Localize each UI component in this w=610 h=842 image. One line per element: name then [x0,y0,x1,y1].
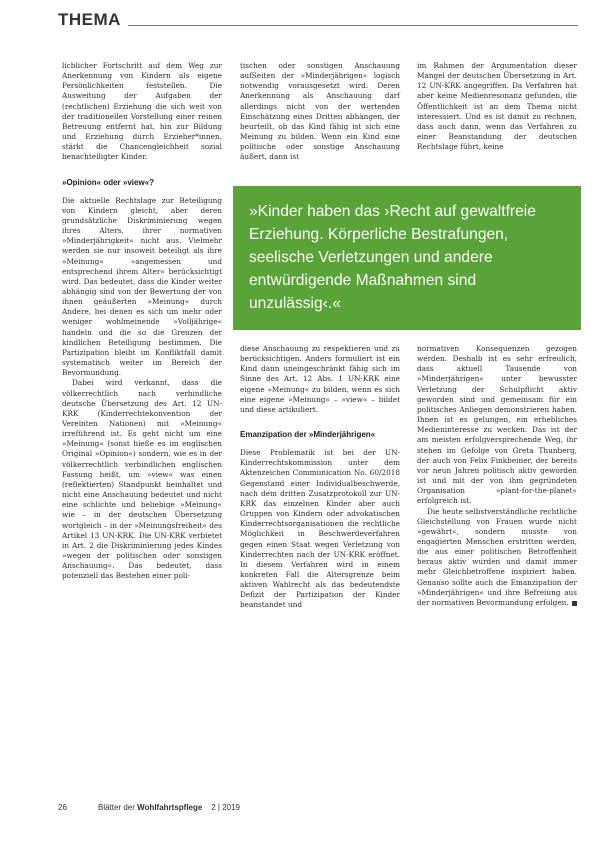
col3-bottom-paragraph-2 [417,507,577,609]
column-3-top [417,61,577,152]
column-3-bottom [417,344,577,608]
col1-top-paragraph: licblicher Fortschritt auf dem Weg zur Anerkennung von Kindern als eigene Persönlichkeiten feststellen. Die Ausweitung der Aufgaben der (rechtlichen) Erziehung die sich weit von der traditionellen Vorstellung einer reinen Betreuung entfernt hat, hin zur Bildung und Erziehung durch Erzieher*innen, stärkt die Chancengleichheit sozial benachteiligter Kinder. [62,61,222,162]
subheading-opinion-view: »Opinion« oder »view«? [62,177,155,187]
journal-prefix: Blätter der [98,803,138,812]
col3-top-paragraph: im Rahmen der Argumentation dieser Mangel der deutschen Übersetzung in Art. 12 UN-KRK angegriffen. Da Verfahren hat aber keine Medienresonanz gefunden, die Öffentlichkeit ist an dem Thema nicht interessiert. Und es ist damit zu rechnen, dass auch dann, wenn das Verfahren zu einer Beanstandung der deutschen Rechtslage führt, keine [417,61,577,152]
column-2-top [240,61,400,163]
col2-bottom-paragraph-1: diese Anschauung zu respektieren und zu berücksichtigen. Anders formuliert ist ein Kind dann uneingeschränkt fähig sich im Sinne des Art. 12 Abs. 1 UN-KRK eine eigene »Meinung« zu bilden, wenn es sich eine eigene »Meinung« – »view« – bildet und diese artikuliert. [240,344,400,414]
end-of-article-mark [572,601,577,606]
journal-bold-name: Wohlfahrtspflege [137,803,203,812]
pull-quote-box [233,186,581,330]
col1-paragraph-2: Dabei wird verkannt, dass die völkerrechtlich nach verbindliche deutsche Übersetzung des Art. 12 UN-KRK (Kinderrechtekonvention der Vereinten Nationen) mit »Meinung« irreführend ist. Es geht nicht um eine »Meinung« (sonst hieße es im englischen Original »Opinion«) sondern, wie es in der völkerrechtlich verbindlichen englischen Fassung heißt, um »view« was einen (reflektierten) Standpunkt beinhaltet und nicht eine Anschauung bedeutet und nicht eine schlichte und beliebige »Meinung« wie – in der deutschen Übersetzung wortgleich – in der »Meinungsfreiheit« des Artikel 13 UN-KRK. Die UN-KRK verbietet in Art. 2 die Diskriminierung jedes Kindes »wegen der politischen oder sonstigen Anschauung«. Das bedeutet, dass potenziell das Bestehen einer poli- [62,378,222,581]
header-rule [128,25,578,26]
column-1 [62,61,222,582]
col3-bottom-paragraph-1: normativen Konsequenzen gezogen werden. Deshalb ist es sehr erfreulich, dass aktuell Tausende von »Minderjährigen« unter bewusster Verletzung der Schulpflicht aktiv geworden sind und gemeinsam für ein politisches Anliegen demonstrieren haben. Ihnen ist es gelungen, ein erhebliches Medieninteresse zu wecken. Das ist der am meisten erfolgversprechende Weg, ihr stehen im Gefolge von Greta Thunberg, der auch von Felix Finkbeiner, der bereits vor neun Jahren politisch aktiv geworden ist und mit der von ihm gegründeten Organisation »plant-for-the-planet« erfolgreich ist. [417,344,577,506]
subheading-emanzipation: Emanzipation der »Minderjährigen« [240,430,376,440]
col3-bottom-paragraph-2-text: Die heute selbstverständliche rechtliche Gleichstellung von Frauen wurde nicht »gewährt«, sondern musste von engagierten Menschen erstritten werden, die aus einer politischen Betroffenheit heraus aktiv wurden und damit immer mehr Gleichbetroffene inspiriert haben. Genauso sollte auch die Emanzipation der »Minderjährigen« und ihre Befreiung aus der normativen Bevormundung erfolgen. [417,506,577,607]
col2-bottom-paragraph-2: Diese Problematik ist bei der UN-Kinderrechtskommission unter dem Aktenzeichen Communication No. 60/2018 Gegenstand einer Individualbeschwerde, nach dem dritten Zusatzprotokoll zur UN-KRK das einzelnen Kinder aber auch Gruppen von Kindern oder advokatischen Kinderrechtsorganisationen die rechtliche Möglichkeit in Beschwerdeverfahren gegen einen Staat wegen Verletzung von Kinderrechten nach der UN-KRK eröffnet. In diesem Verfahren wird in einem konkreten Fall die Altersgrenze beim aktiven Wahlrecht als das bedeutendste Defizit der Partizipation der Kinder beanstandet und [240,448,400,610]
section-label: THEMA [58,10,121,29]
pull-quote-text: »Kinder haben das ›Recht auf gewaltfreie Erziehung. Körperliche Bestrafungen, seelische Verletzungen und andere entwürdigende Maßnahmen sind unzulässig‹.« [249,203,536,312]
page-number: 26 [58,803,67,812]
issue-number: 2 | 2019 [211,803,240,812]
col1-paragraph-1: Die aktuelle Rechtslage zur Beteiligung von Kindern gleicht, aber deren grundsätzliche Diskriminierung wegen ihres Alters, ihrer normativen »Minderjährigkeit« nicht aus. Vielmehr werden sie nur insoweit beteiligt als ihre »Meinung« »angemessen und entsprechend ihrem Alter« berücksichtigt wird. Das bedeutet, dass die Kinder weiter abhängig sind von der Bewertung der von ihnen geäußerten »Meinung« durch Andere, bei denen es sich um mehr oder weniger wohlmeinende »Volljährige« handeln und die so die Grenzen der kindlichen Beteiligung bestimmen. Die Partizipation bleibt im Konfliktfall damit systematisch weiter im Bereich der Bevormundung. [62,195,222,378]
page-header [58,8,578,32]
journal-name [98,803,240,812]
col2-top-paragraph: tischen oder sonstigen Anschauung aufSeiten der »Minderjährigen« logisch notwendig vorausgesetzt wird. Deren Anerkennung als Anschauung darf allerdings nicht von der wertenden Einschätzung eines Dritten abhängen, der beurteilt, ob das Kind fähig ist sich eine Meinung zu bilden. Wenn ein Kind eine politische oder sonstige Anschauung äußert, dann ist [240,61,400,162]
column-2-bottom [240,344,400,611]
